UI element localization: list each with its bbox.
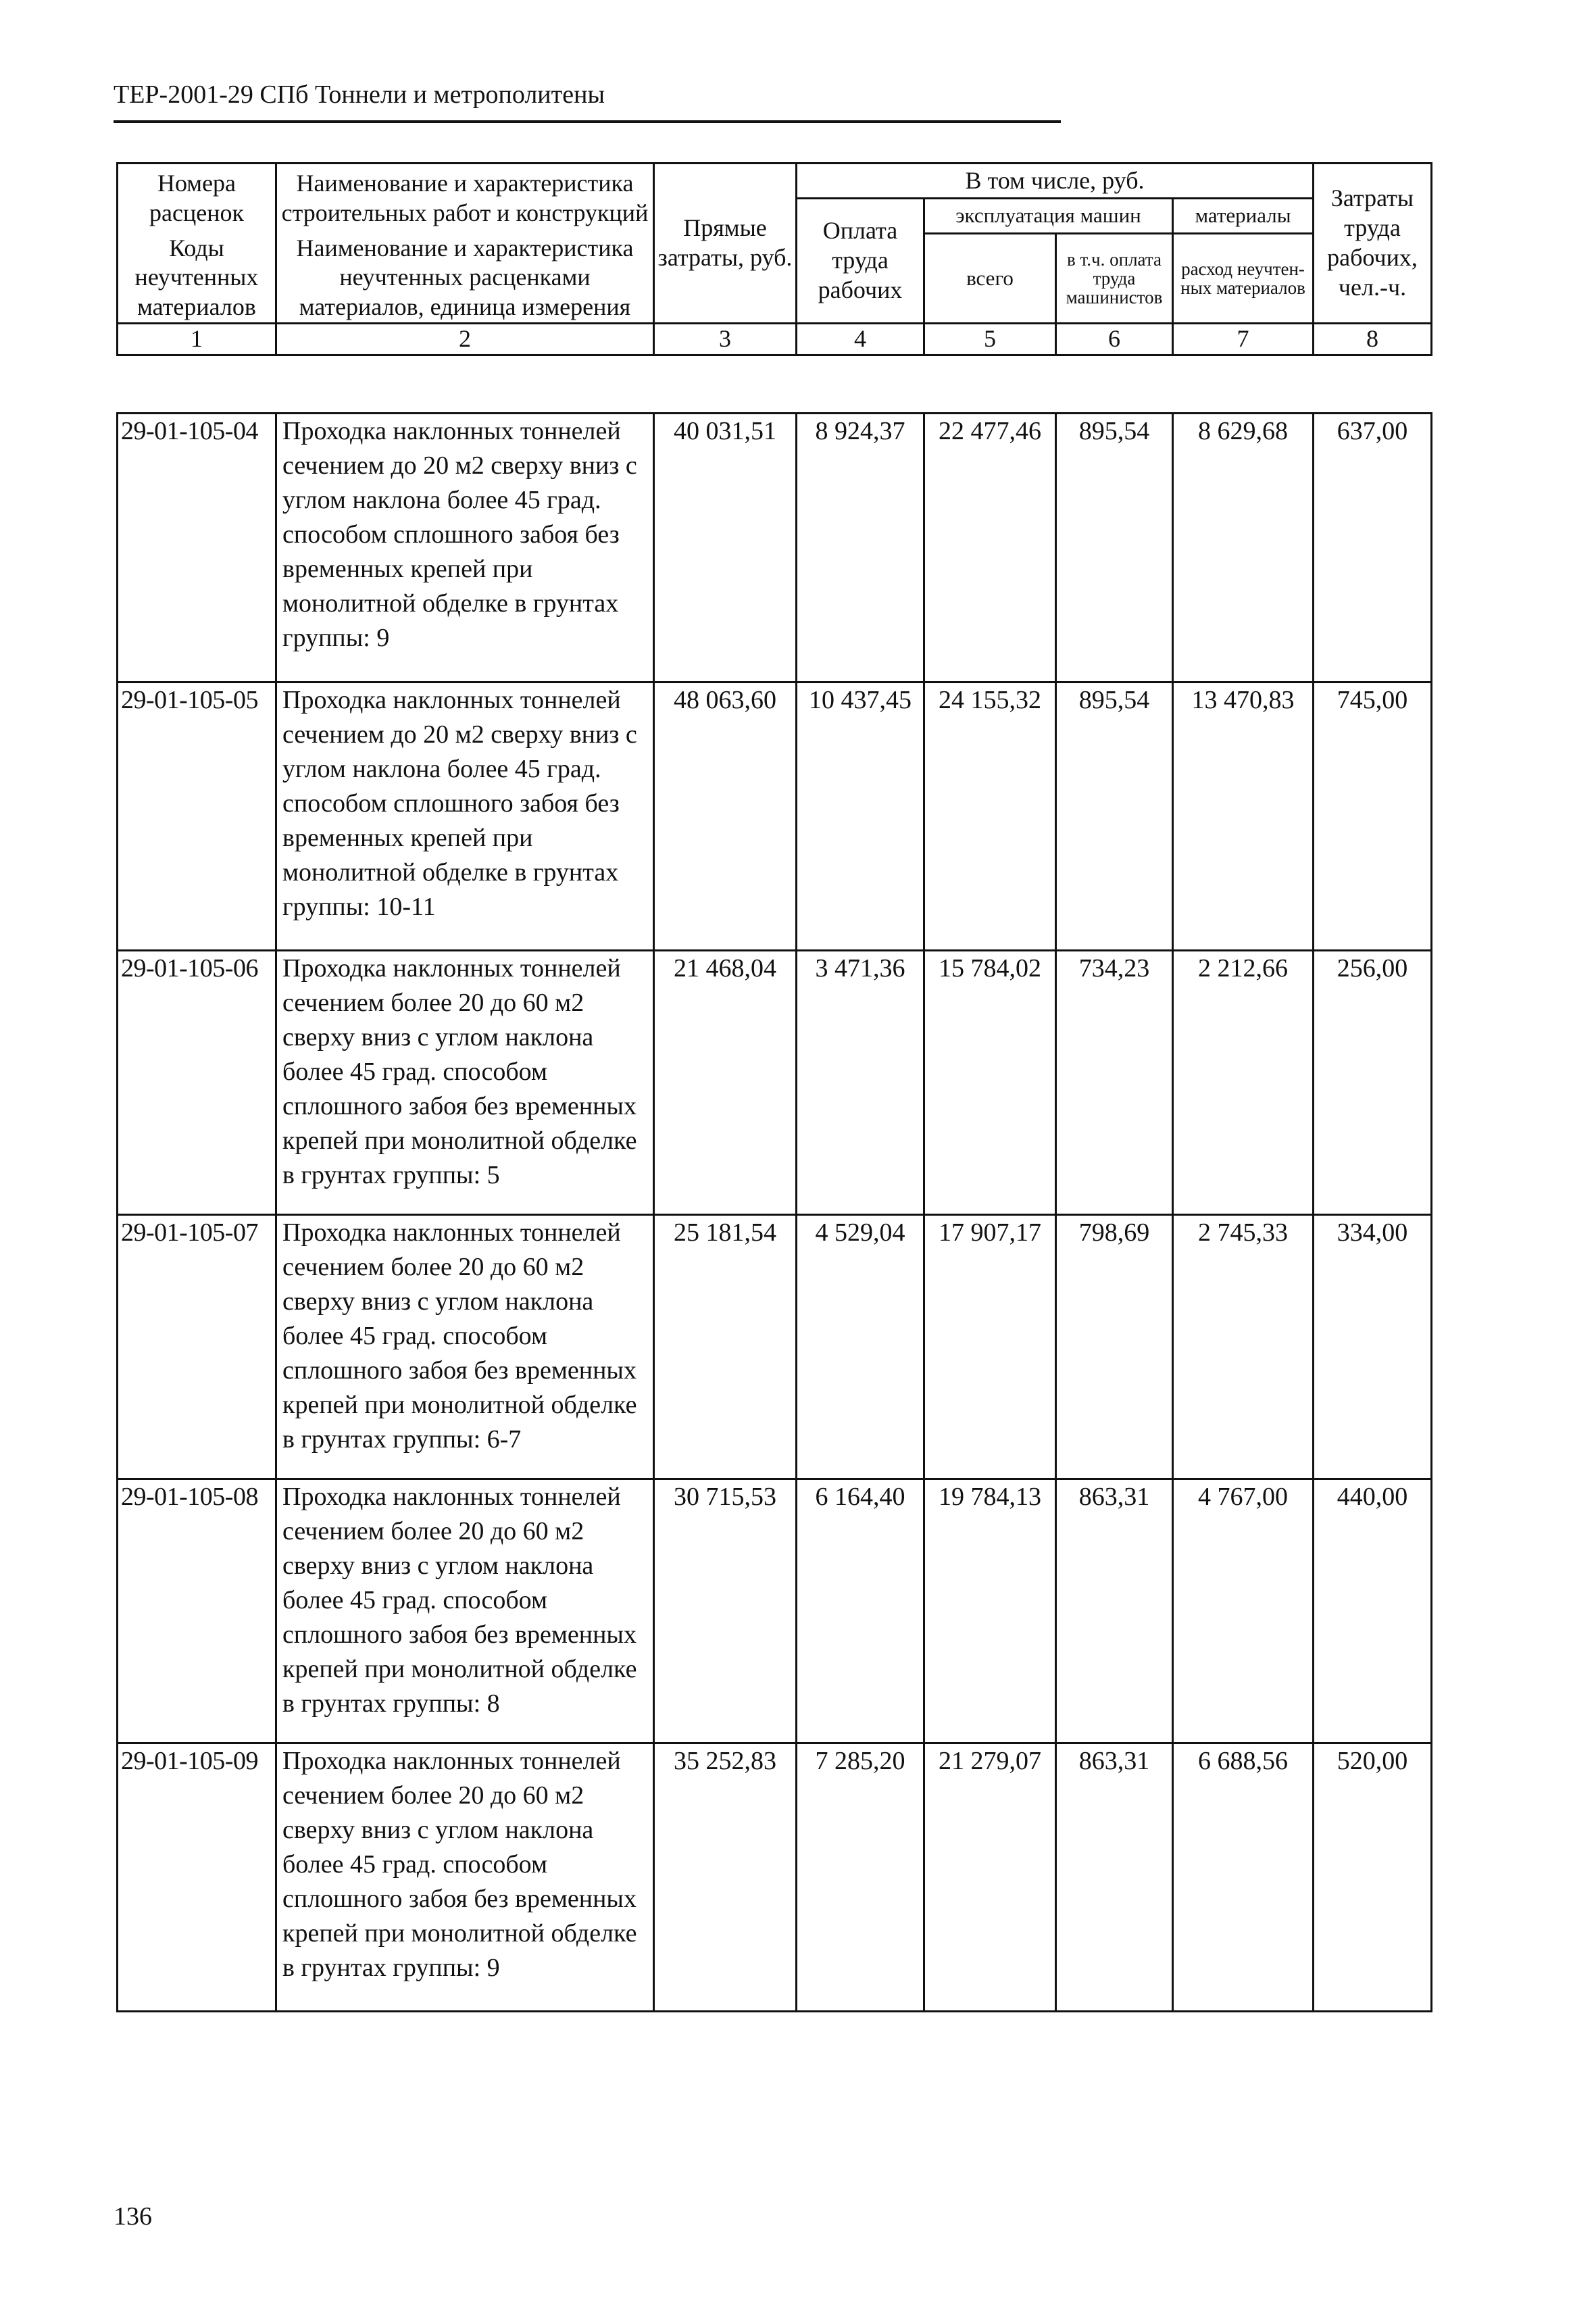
labor-hours: 637,00	[1314, 414, 1432, 683]
header-unaccounted-name: Наименование и характеристика неучтенных расценками материалов, единица измерения	[276, 234, 654, 324]
operator-pay: 895,54	[1056, 414, 1173, 683]
machines-total: 19 784,13	[924, 1479, 1056, 1743]
rate-code: 29-01-105-06	[118, 951, 276, 1215]
machines-total: 15 784,02	[924, 951, 1056, 1215]
page-number: 136	[114, 2202, 152, 2231]
header-labor-pay: Оплата труда рабочих	[797, 199, 924, 324]
header-machines: эксплуатация машин	[924, 199, 1173, 234]
column-number: 3	[654, 324, 797, 355]
materials-cost: 2 212,66	[1173, 951, 1314, 1215]
operator-pay: 798,69	[1056, 1215, 1173, 1479]
labor-pay: 6 164,40	[797, 1479, 924, 1743]
labor-hours: 745,00	[1314, 683, 1432, 951]
labor-pay: 4 529,04	[797, 1215, 924, 1479]
direct-costs: 48 063,60	[654, 683, 797, 951]
header-rate-numbers: Номера расценок	[118, 164, 276, 234]
table-row	[118, 1215, 1432, 1479]
work-description: Проходка наклонных тоннелей сечением более 20 до 60 м2 сверху вниз с углом наклона более 45 град. способом сплошного забоя без временных крепей при монолитной обделке в грунтах группы: 5	[276, 951, 654, 1215]
machines-total: 17 907,17	[924, 1215, 1056, 1479]
table-header	[116, 162, 1432, 356]
labor-hours: 334,00	[1314, 1215, 1432, 1479]
rate-code: 29-01-105-04	[118, 414, 276, 683]
labor-hours: 520,00	[1314, 1743, 1432, 2012]
direct-costs: 40 031,51	[654, 414, 797, 683]
column-number: 1	[118, 324, 276, 355]
materials-cost: 6 688,56	[1173, 1743, 1314, 2012]
labor-hours: 440,00	[1314, 1479, 1432, 1743]
table-row	[118, 414, 1432, 683]
labor-pay: 3 471,36	[797, 951, 924, 1215]
rate-code: 29-01-105-05	[118, 683, 276, 951]
work-description: Проходка наклонных тоннелей сечением более 20 до 60 м2 сверху вниз с углом наклона более 45 град. способом сплошного забоя без временных крепей при монолитной обделке в грунтах группы: 8	[276, 1479, 654, 1743]
header-work-name: Наименование и характеристика строительных работ и конструкций	[276, 164, 654, 234]
rates-table	[116, 412, 1432, 2012]
column-number: 6	[1056, 324, 1173, 355]
column-number: 5	[924, 324, 1056, 355]
title-underline	[114, 120, 1061, 123]
column-number: 7	[1173, 324, 1314, 355]
materials-cost: 13 470,83	[1173, 683, 1314, 951]
direct-costs: 30 715,53	[654, 1479, 797, 1743]
operator-pay: 734,23	[1056, 951, 1173, 1215]
header-unaccounted-codes: Коды неучтенных материалов	[118, 234, 276, 324]
labor-pay: 8 924,37	[797, 414, 924, 683]
labor-pay: 7 285,20	[797, 1743, 924, 2012]
machines-total: 22 477,46	[924, 414, 1056, 683]
work-description: Проходка наклонных тоннелей сечением более 20 до 60 м2 сверху вниз с углом наклона более 45 град. способом сплошного забоя без временных крепей при монолитной обделке в грунтах группы: 6-7	[276, 1215, 654, 1479]
materials-cost: 2 745,33	[1173, 1215, 1314, 1479]
rate-code: 29-01-105-09	[118, 1743, 276, 2012]
machines-total: 24 155,32	[924, 683, 1056, 951]
work-description: Проходка наклонных тоннелей сечением до 20 м2 сверху вниз с углом наклона более 45 град. способом сплошного забоя без временных крепей при монолитной обделке в грунтах группы: 9	[276, 414, 654, 683]
labor-hours: 256,00	[1314, 951, 1432, 1215]
header-labor-hours: Затраты труда рабочих, чел.-ч.	[1314, 164, 1432, 324]
work-description: Проходка наклонных тоннелей сечением до 20 м2 сверху вниз с углом наклона более 45 град. способом сплошного забоя без временных крепей при монолитной обделке в грунтах группы: 10-11	[276, 683, 654, 951]
operator-pay: 863,31	[1056, 1479, 1173, 1743]
column-number: 8	[1314, 324, 1432, 355]
direct-costs: 21 468,04	[654, 951, 797, 1215]
table-row	[118, 951, 1432, 1215]
column-number: 2	[276, 324, 654, 355]
operator-pay: 863,31	[1056, 1743, 1173, 2012]
labor-pay: 10 437,45	[797, 683, 924, 951]
header-including-group: В том числе, руб.	[797, 164, 1314, 199]
operator-pay: 895,54	[1056, 683, 1173, 951]
header-materials: материалы	[1173, 199, 1314, 234]
rate-code: 29-01-105-08	[118, 1479, 276, 1743]
table-row	[118, 683, 1432, 951]
header-machines-total: всего	[924, 234, 1056, 324]
machines-total: 21 279,07	[924, 1743, 1056, 2012]
materials-cost: 8 629,68	[1173, 414, 1314, 683]
work-description: Проходка наклонных тоннелей сечением более 20 до 60 м2 сверху вниз с углом наклона более 45 град. способом сплошного забоя без временных крепей при монолитной обделке в грунтах группы: 9	[276, 1743, 654, 2012]
table-row	[118, 1479, 1432, 1743]
header-direct-costs: Прямые затраты, руб.	[654, 164, 797, 324]
column-number: 4	[797, 324, 924, 355]
table-row	[118, 1743, 1432, 2012]
header-unaccounted-materials: расход неучтен-ных материалов	[1173, 234, 1314, 324]
rate-code: 29-01-105-07	[118, 1215, 276, 1479]
materials-cost: 4 767,00	[1173, 1479, 1314, 1743]
header-operator-pay: в т.ч. оплата труда машинистов	[1056, 234, 1173, 324]
direct-costs: 25 181,54	[654, 1215, 797, 1479]
direct-costs: 35 252,83	[654, 1743, 797, 2012]
document-title: ТЕР-2001-29 СПб Тоннели и метрополитены	[114, 80, 605, 109]
